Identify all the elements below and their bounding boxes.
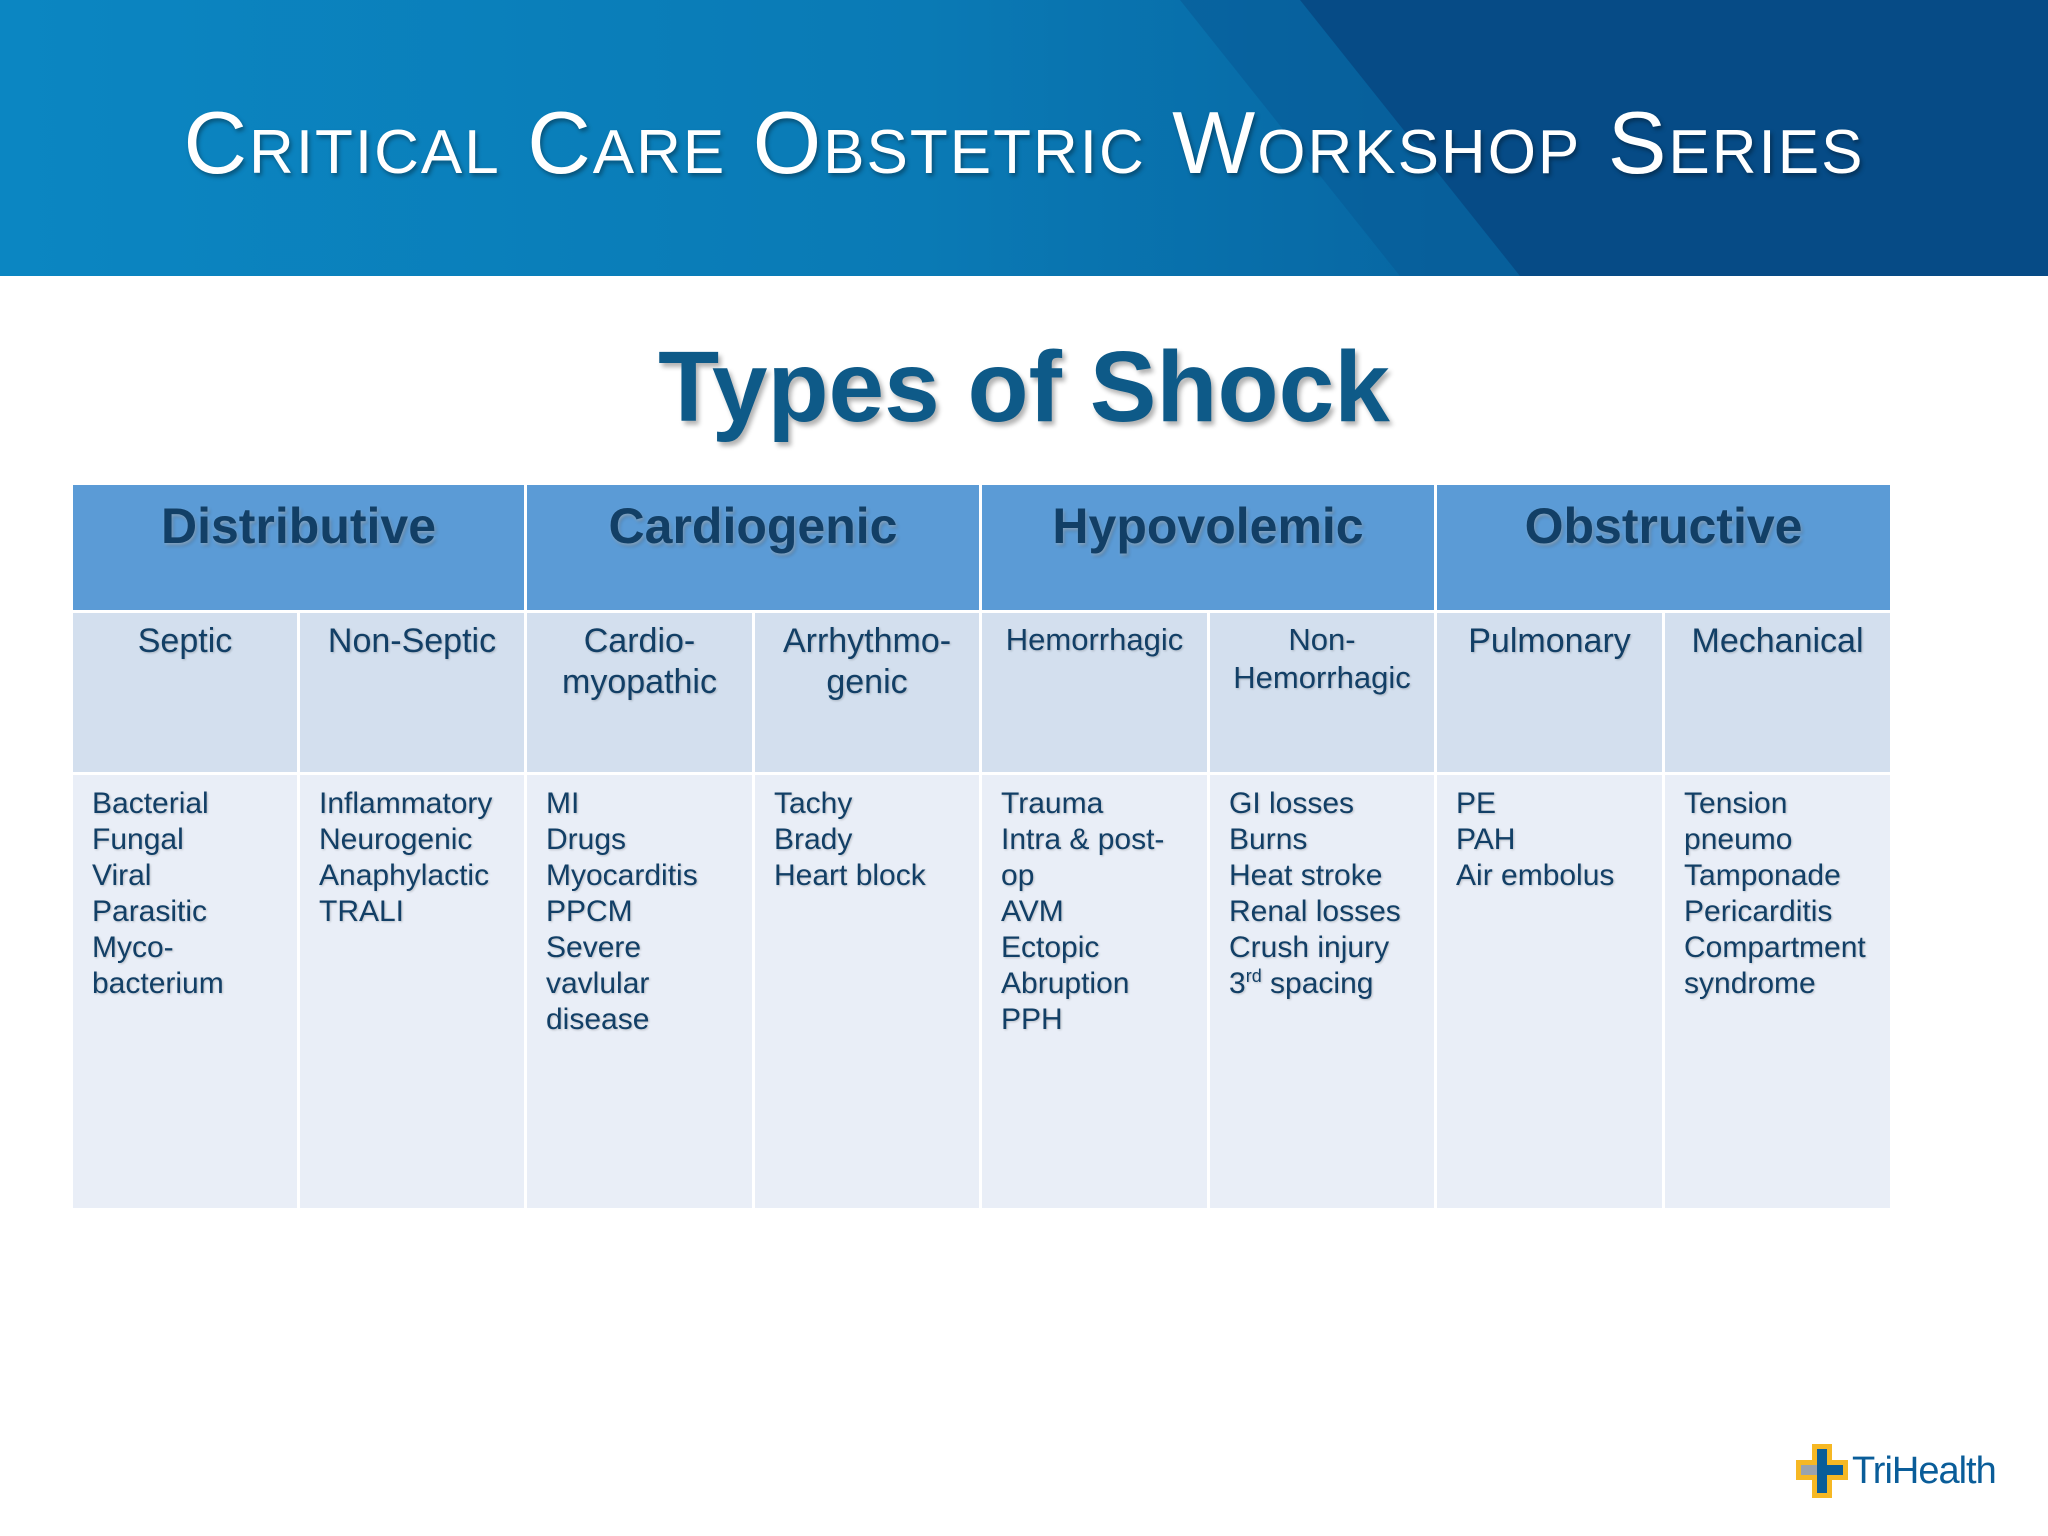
list-item: Compartment	[1684, 931, 1866, 964]
subtype-line: genic	[826, 663, 908, 701]
list-item: Anaphylactic	[319, 859, 490, 892]
list-item: bacterium	[92, 967, 224, 1000]
list-item: op	[1001, 859, 1035, 892]
subtype-cardiomyopathic	[526, 612, 754, 774]
examples-row	[72, 774, 1892, 1210]
subtype-line: Pulmonary	[1468, 622, 1631, 660]
examples-septic	[72, 774, 299, 1210]
subtype-hemorrhagic	[981, 612, 1209, 774]
cross-gray-part	[1801, 1465, 1819, 1475]
list-item: Inflammatory	[319, 787, 493, 820]
third-spacing-ordinal: rd	[1245, 966, 1262, 986]
list-item: Burns	[1229, 823, 1308, 856]
list-item: Tension	[1684, 787, 1788, 820]
subtype-line: Septic	[137, 622, 233, 660]
list-item: PPCM	[546, 895, 633, 928]
list-item: Renal losses	[1229, 895, 1401, 928]
list-item: disease	[546, 1003, 650, 1036]
list-item: PPH	[1001, 1003, 1063, 1036]
subtype-line: Cardio-	[583, 622, 696, 660]
list-item: Myocarditis	[546, 859, 698, 892]
list-item: Air embolus	[1456, 859, 1615, 892]
examples-non-hemorrhagic	[1209, 774, 1436, 1210]
list-item: Brady	[774, 823, 853, 856]
slide-title: Types of Shock	[658, 331, 1390, 443]
examples-arrhythmogenic	[754, 774, 981, 1210]
list-item: Drugs	[546, 823, 627, 856]
shock-types-table	[70, 482, 1893, 1211]
subtype-arrhythmogenic	[754, 612, 981, 774]
list-item: Tamponade	[1684, 859, 1841, 892]
list-item: Fungal	[92, 823, 184, 856]
list-item: Pericarditis	[1684, 895, 1833, 928]
subtype-line: Non-	[1288, 622, 1356, 657]
list-item: Tachy	[774, 787, 853, 820]
list-item: pneumo	[1684, 823, 1793, 856]
subtype-non-septic	[299, 612, 526, 774]
logo-text: TriHealth	[1852, 1449, 1996, 1492]
category-distributive: Distributive	[72, 484, 526, 612]
category-obstructive: Obstructive	[1436, 484, 1892, 612]
examples-non-septic	[299, 774, 526, 1210]
category-cardiogenic: Cardiogenic	[526, 484, 981, 612]
list-item: Parasitic	[92, 895, 208, 928]
subtype-line: Arrhythmo-	[782, 622, 952, 660]
list-item: vavlular	[546, 967, 650, 1000]
third-spacing-text: spacing	[1261, 967, 1374, 1000]
list-item: Neurogenic	[319, 823, 473, 856]
list-item: Abruption	[1001, 967, 1130, 1000]
header-banner	[0, 0, 2048, 276]
list-item: Viral	[92, 859, 152, 892]
list-item: TRALI	[319, 895, 405, 928]
subtype-non-hemorrhagic	[1209, 612, 1436, 774]
cross-blue-horizontal	[1817, 1465, 1843, 1475]
list-item: MI	[546, 787, 580, 820]
subtype-row	[72, 612, 1892, 774]
list-item: Bacterial	[92, 787, 209, 820]
trihealth-logo	[1796, 1444, 1996, 1498]
list-item: Trauma	[1001, 787, 1104, 820]
list-item: AVM	[1001, 895, 1064, 928]
subtype-line: myopathic	[562, 663, 717, 701]
list-item: Crush injury	[1229, 931, 1390, 964]
list-item: GI losses	[1229, 787, 1355, 820]
third-spacing-number: 3	[1229, 967, 1246, 1000]
list-item: Ectopic	[1001, 931, 1100, 964]
list-item: Myco-	[92, 931, 174, 964]
list-item: Heat stroke	[1229, 859, 1383, 892]
list-item: Severe	[546, 931, 642, 964]
subtype-line: Mechanical	[1691, 622, 1864, 660]
subtype-line: Hemorrhagic	[1005, 622, 1184, 657]
trihealth-cross-icon	[1796, 1444, 1848, 1498]
list-item-third-spacing	[1229, 966, 1424, 1002]
subtype-mechanical	[1664, 612, 1892, 774]
examples-mechanical	[1664, 774, 1892, 1210]
subtype-line: Non-Septic	[327, 622, 497, 660]
category-hypovolemic: Hypovolemic	[981, 484, 1436, 612]
examples-cardiomyopathic	[526, 774, 754, 1210]
list-item: syndrome	[1684, 967, 1816, 1000]
subtype-line: Hemorrhagic	[1233, 660, 1411, 695]
category-header-row	[72, 484, 1892, 612]
banner-title: Critical Care Obstetric Workshop Series	[183, 93, 1865, 192]
examples-hemorrhagic	[981, 774, 1209, 1210]
subtype-septic	[72, 612, 299, 774]
list-item: Intra & post-	[1001, 823, 1165, 856]
list-item: PAH	[1456, 823, 1516, 856]
subtype-pulmonary	[1436, 612, 1664, 774]
examples-pulmonary	[1436, 774, 1664, 1210]
list-item: Heart block	[774, 859, 926, 892]
list-item: PE	[1456, 787, 1497, 820]
